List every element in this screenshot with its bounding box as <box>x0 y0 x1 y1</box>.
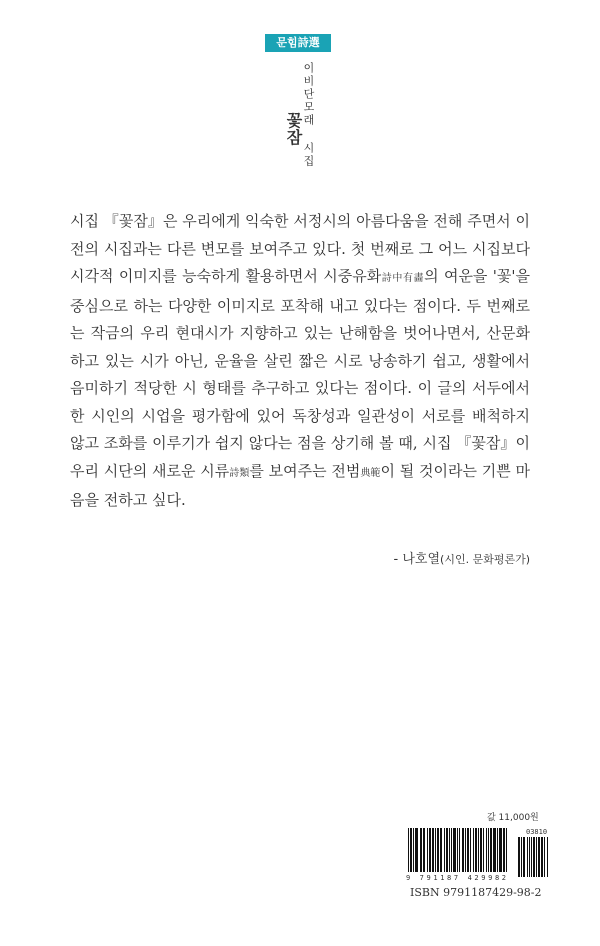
barcode-addon-bar <box>539 837 540 877</box>
barcode-bar <box>430 828 431 872</box>
barcode-addon-bar <box>529 837 530 877</box>
barcode-bar <box>433 828 434 872</box>
barcode-bar <box>437 828 438 872</box>
barcode-addon-bar <box>523 837 524 877</box>
barcode-bar <box>465 828 466 872</box>
barcode-addon-bar <box>519 837 520 877</box>
barcode-bar <box>416 828 417 872</box>
barcode-bar <box>459 828 460 872</box>
barcode-bar <box>454 828 455 872</box>
barcode-bar <box>427 828 428 872</box>
barcode-addon-digits: 03810 <box>526 828 548 836</box>
barcode-bar <box>424 828 425 872</box>
barcode-bar <box>447 828 448 872</box>
barcode-bar <box>481 828 482 872</box>
barcode-addon-bar <box>524 837 525 877</box>
book-title: 꽃잠 <box>284 112 303 146</box>
barcode-bar <box>441 828 442 872</box>
barcode-bar <box>457 828 458 872</box>
barcode-bar <box>415 828 416 872</box>
reviewer-role: (시인. 문화평론가) <box>440 553 530 566</box>
barcode-bar <box>499 828 500 872</box>
price-label: 값 11,000원 <box>487 813 539 823</box>
barcode-bar <box>483 828 484 872</box>
hanja-annotation: 詩中有畵 <box>381 273 425 284</box>
barcode-bar <box>504 828 505 872</box>
barcode-bar <box>468 828 469 872</box>
barcode-bar <box>497 828 498 872</box>
barcode-digits: 9 791187 429982 <box>406 874 506 882</box>
barcode-addon-bar <box>518 837 519 877</box>
barcode-bar <box>420 828 421 872</box>
barcode-bar <box>480 828 481 872</box>
barcode-bar <box>506 828 507 872</box>
barcode-addon-bar <box>547 837 548 877</box>
barcode-bar <box>444 828 445 872</box>
barcode-bar <box>473 828 474 872</box>
barcode-bar <box>501 828 502 872</box>
reviewer-dash: - <box>393 552 403 567</box>
barcode-bar <box>446 828 447 872</box>
barcode-addon-bar <box>534 837 535 877</box>
blurb-text: 시집 『꽃잠』은 우리에게 익숙한 서정시의 아름다움을 전해 주면서 이전의 시집과는 다른 변모를 보여주고 있다. 첫 번째로 그 어느 시집보다 시각적 이미지를 능숙하게 활용하면서 시중유화 <box>70 212 530 285</box>
barcode-bar <box>470 828 471 872</box>
barcode-bar <box>462 828 463 872</box>
barcode-addon-bar <box>538 837 539 877</box>
barcode-bar <box>432 828 433 872</box>
barcode-bar <box>438 828 439 872</box>
barcode-addon-bar <box>531 837 532 877</box>
barcode-bar <box>467 828 468 872</box>
barcode-bar <box>413 828 414 872</box>
hanja-annotation: 典範 <box>360 467 381 479</box>
barcode-bar <box>490 828 491 872</box>
reviewer-credit <box>394 548 530 567</box>
barcode-bar <box>475 828 476 872</box>
barcode-bar <box>449 828 450 872</box>
barcode-bar <box>486 828 487 872</box>
barcode-bar <box>435 828 436 872</box>
barcode-bar <box>494 828 495 872</box>
barcode-graphic <box>404 826 554 882</box>
barcode-addon-bar <box>527 837 528 877</box>
barcode-bar <box>453 828 454 872</box>
barcode <box>404 826 554 882</box>
barcode-addon-bar <box>544 837 545 877</box>
barcode-bars <box>408 828 507 872</box>
barcode-bar <box>417 828 418 872</box>
barcode-addon-bar <box>521 837 522 877</box>
barcode-bar <box>429 828 430 872</box>
blurb-text: 이 될 것이라는 기쁜 마음을 전하고 싶다. <box>70 461 531 509</box>
barcode-bar <box>495 828 496 872</box>
barcode-bar <box>503 828 504 872</box>
barcode-bar <box>478 828 479 872</box>
author-line: 이비단모래 시집 <box>302 62 315 168</box>
barcode-bar <box>410 828 411 872</box>
barcode-bar <box>411 828 412 872</box>
series-badge: 문힘詩選 026 <box>265 34 331 52</box>
barcode-addon-bars <box>518 837 548 877</box>
barcode-bar <box>440 828 441 872</box>
barcode-bar <box>423 828 424 872</box>
blurb-text: 의 여운을 '꽃'을 중심으로 하는 다양한 이미지로 포착해 내고 있다는 점이다. 두 번째로는 작금의 우리 현대시가 지향하고 있는 난해함을 벗어나면서, 산문화하고 있는 시가 아닌, 운율을 살린 짧은 시로 낭송하기 쉽고, 생활에서 음미하기 적당한 시 형태를 추구하고 있다는 점이다. 이 글의 서두에서 한 시인의 시업을 평가함에 있어 독창성과 일관성이 서로를 배척하지 않고 조화를 이루기가 쉽지 않다는 점을 상기해 볼 때, 시집 『꽃잠』이 우리 시단의 새로운 시류 <box>70 267 530 480</box>
isbn-label: ISBN 9791187429-98-2 <box>410 886 542 899</box>
barcode-bar <box>421 828 422 872</box>
barcode-bar <box>476 828 477 872</box>
reviewer-name: 나호열 <box>402 552 441 567</box>
barcode-bar <box>463 828 464 872</box>
barcode-addon-bar <box>533 837 534 877</box>
barcode-addon-bar <box>542 837 543 877</box>
barcode-bar <box>451 828 452 872</box>
blurb-text: 를 보여주는 전범 <box>249 461 361 480</box>
barcode-addon-bar <box>541 837 542 877</box>
barcode-bar <box>455 828 456 872</box>
barcode-bar <box>408 828 409 872</box>
barcode-bar <box>491 828 492 872</box>
hanja-annotation: 詩類 <box>229 467 250 479</box>
barcode-bar <box>500 828 501 872</box>
barcode-bar <box>493 828 494 872</box>
blurb-paragraph <box>70 208 530 515</box>
barcode-bar <box>488 828 489 872</box>
barcode-addon-bar <box>536 837 537 877</box>
